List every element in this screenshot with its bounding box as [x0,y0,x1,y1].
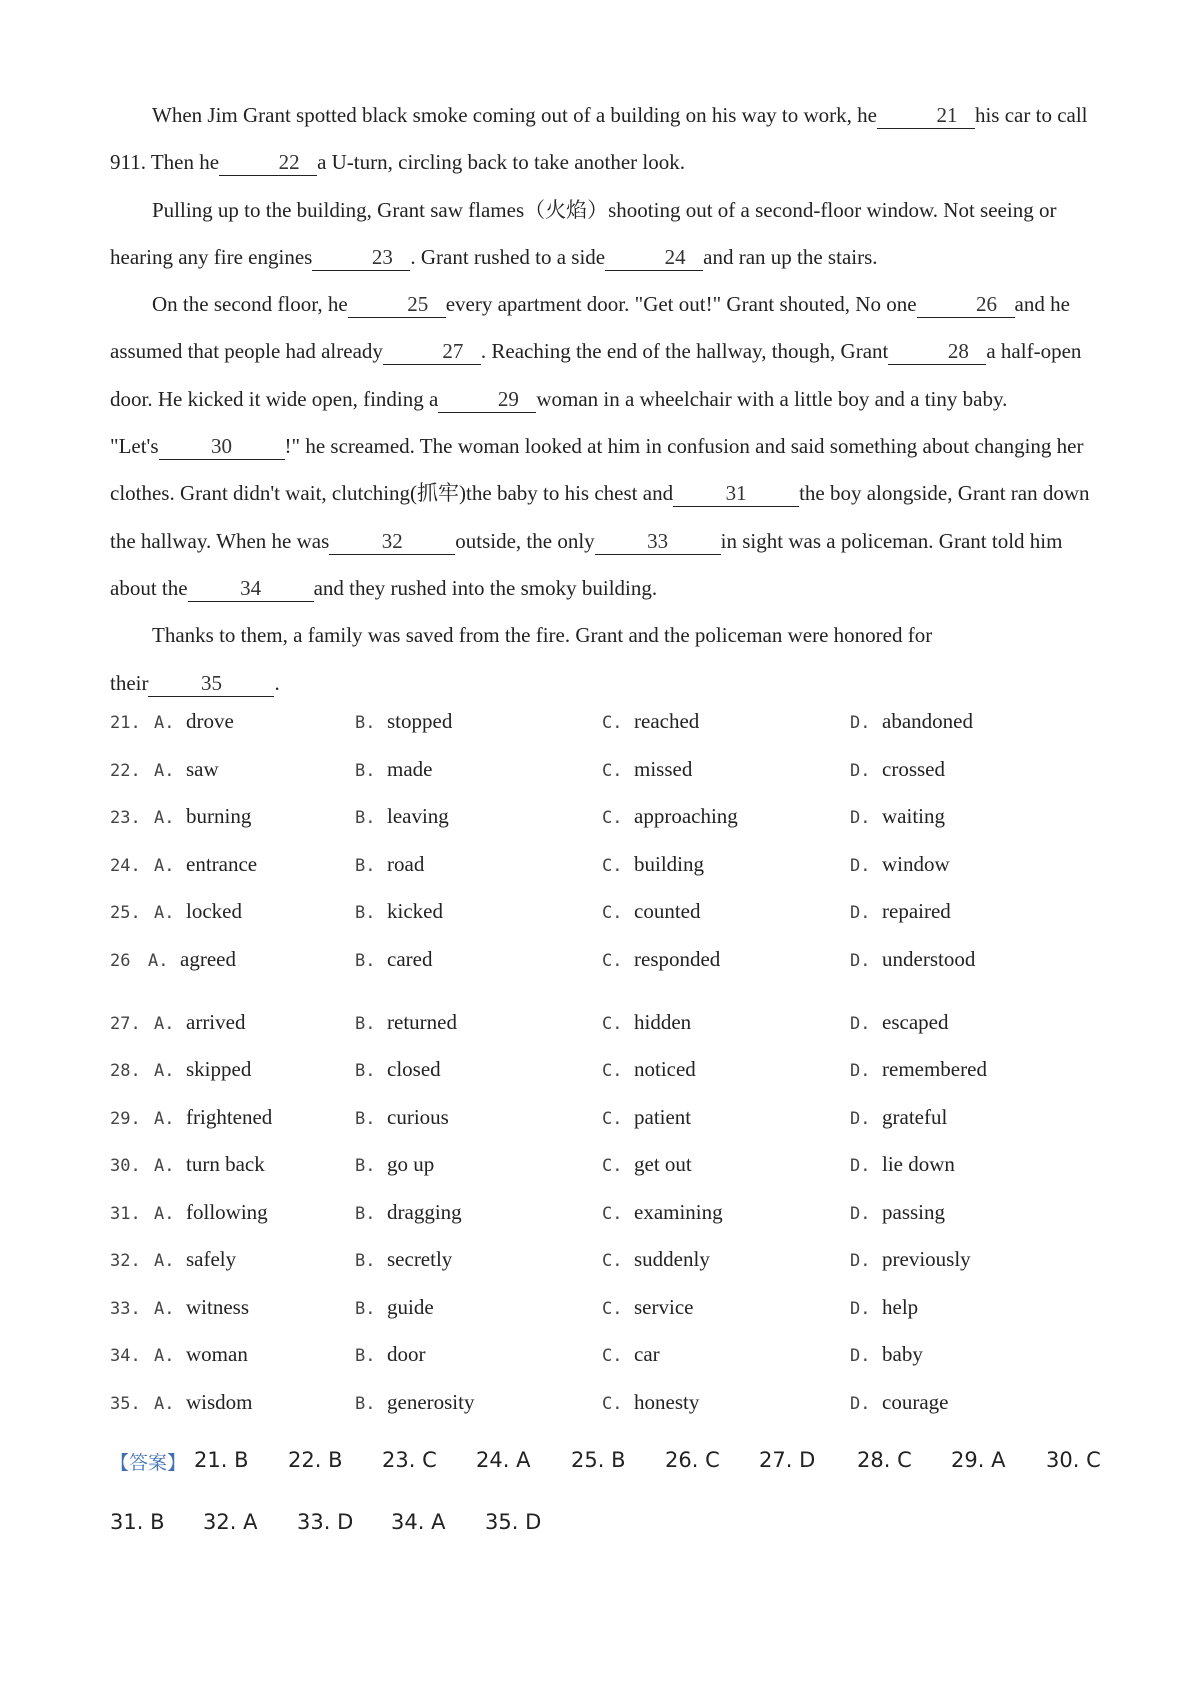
option-d: D. grateful [850,1104,948,1129]
question-row [110,709,1110,757]
paragraph-3: On the second floor, he 25 every apartment door. "Get out!" Grant shouted, No one 26 and he assumed that people had already 27 . Reaching the end of the hallway, though, Grant 28 a half-open door. He kicked it wide open, finding a 29 woman in a wheelchair with a little boy and a tiny baby. [110,292,1082,411]
question-number: 26 [110,950,131,971]
question-row [110,1390,1110,1438]
option-c: C. suddenly [602,1247,710,1271]
option-b: B. cared [355,946,433,971]
option-d: D. window [850,851,950,876]
blank-35: 35 [148,670,274,697]
blank-23: 23 [312,244,410,271]
answer-item: 32. A [203,1510,258,1534]
option-c: C. missed [602,756,693,781]
question-row [110,1010,1110,1058]
question-row [110,947,1110,1010]
option-c: C. service [602,1294,694,1319]
answer-item: 23. C [382,1448,437,1472]
option-b: B. leaving [355,804,449,828]
blank-29: 29 [438,386,536,413]
option-b: B. guide [355,1294,434,1319]
option-a: 25. A. locked [110,899,242,923]
option-c: C. counted [602,899,701,923]
answer-item: 30. C [1046,1448,1101,1472]
blank-30: 30 [159,433,285,460]
option-a: 32. A. safely [110,1247,237,1271]
option-a: 34. A. woman [110,1342,248,1366]
blank-21: 21 [877,102,975,129]
answer-item: 25. B [571,1448,626,1472]
question-number: 33. [110,1298,141,1319]
option-a: 35. A. wisdom [110,1389,253,1414]
answer-item: 28. C [857,1448,912,1472]
option-a: 31. A. following [110,1199,268,1224]
question-row [110,1200,1110,1248]
option-c: C. responded [602,946,721,971]
option-b: B. door [355,1342,426,1366]
question-row [110,1152,1110,1200]
option-b: B. returned [355,1009,457,1034]
option-b: B. go up [355,1152,435,1176]
question-number: 25. [110,903,141,923]
question-row [110,852,1110,900]
paragraph-2: Pulling up to the building, Grant saw flames（火焰）shooting out of a second-floor window. Not seeing or hearing any fire engines 23 . Grant rushed to a side 24 and ran up the stairs. [110,197,1057,269]
option-c: C. building [602,851,705,876]
option-d: D. help [850,1294,919,1319]
answer-item: 33. D [297,1510,354,1534]
answer-item: 22. B [288,1448,343,1472]
option-a: 22. A. saw [110,756,219,781]
question-options [110,709,1110,1437]
question-row [110,899,1110,947]
question-number: 35. [110,1393,141,1414]
option-a: 23. A. burning [110,804,252,828]
question-number: 29. [110,1108,141,1129]
question-number: 27. [110,1013,141,1034]
answer-line-2 [110,1510,1110,1572]
option-d: D. passing [850,1199,945,1224]
question-number: 34. [110,1346,141,1366]
option-d: D. repaired [850,899,951,923]
question-row [110,1295,1110,1343]
question-number: 31. [110,1203,141,1224]
blank-25: 25 [348,291,446,318]
answer-key [110,1448,1110,1572]
blank-28: 28 [888,338,986,365]
blank-34: 34 [188,575,314,602]
paragraph-5: Thanks to them, a family was saved from the fire. Grant and the policeman were honored for [152,623,933,648]
question-row [110,1342,1110,1390]
question-number: 22. [110,760,141,781]
question-row [110,1057,1110,1105]
option-d: D. crossed [850,756,945,781]
option-b: B. stopped [355,709,453,733]
option-b: B. dragging [355,1199,462,1224]
option-a: 28. A. skipped [110,1057,252,1081]
option-d: D. waiting [850,804,945,828]
option-a: 21. A. drove [110,709,234,733]
question-number: 30. [110,1156,141,1176]
question-number: 21. [110,713,141,733]
option-b: B. curious [355,1104,449,1129]
answer-item: 34. A [391,1510,446,1534]
answer-item: 31. B [110,1510,165,1534]
option-b: B. kicked [355,899,443,923]
answer-item: 21. B [194,1448,249,1472]
question-number: 23. [110,808,141,828]
option-a: 26 A. agreed [110,946,236,971]
paragraph-1: When Jim Grant spotted black smoke coming out of a building on his way to work, he 21 his car to call 911. Then he 22 a U-turn, circling back to take another look. [110,103,1088,175]
blank-33: 33 [595,528,721,555]
option-a: 24. A. entrance [110,851,258,876]
option-c: C. examining [602,1199,723,1224]
option-c: C. car [602,1342,660,1366]
option-d: D. remembered [850,1057,987,1081]
option-c: C. get out [602,1152,692,1176]
blank-24: 24 [605,244,703,271]
option-d: D. courage [850,1389,949,1414]
paragraph-4: "Let's 30 !" he screamed. The woman looked at him in confusion and said something about changing her clothes. Grant didn't wait, clutching(抓牢)the baby to his chest and 31 the boy alongside, Grant ran down the hallway. When he was 32 outside, the only 33 in sight was a policeman. Grant told him about the 34 and they rushed into the smoky building. [110,434,1090,600]
option-b: B. closed [355,1057,441,1081]
option-c: C. hidden [602,1009,692,1034]
cloze-passage [110,92,1100,707]
option-a: 29. A. frightened [110,1104,273,1129]
question-number: 28. [110,1061,141,1081]
blank-22: 22 [219,149,317,176]
option-a: 33. A. witness [110,1294,249,1319]
option-c: C. reached [602,709,700,733]
option-d: D. lie down [850,1152,955,1176]
option-c: C. approaching [602,804,738,828]
option-d: D. understood [850,946,976,971]
blank-32: 32 [329,528,455,555]
question-number: 24. [110,855,141,876]
option-d: D. previously [850,1247,971,1271]
question-number: 32. [110,1251,141,1271]
option-b: B. generosity [355,1389,475,1414]
option-d: D. escaped [850,1009,949,1034]
question-row [110,757,1110,805]
option-b: B. road [355,851,425,876]
option-a: 30. A. turn back [110,1152,265,1176]
paragraph-5-cont: their 35 . [110,670,280,695]
blank-27: 27 [383,338,481,365]
option-d: D. abandoned [850,709,973,733]
option-a: 27. A. arrived [110,1009,246,1034]
answer-label: 【答案】 [110,1452,187,1474]
question-row [110,1247,1110,1295]
question-row [110,804,1110,852]
option-d: D. baby [850,1342,923,1366]
answer-line-1 [110,1448,1110,1510]
answer-item: 35. D [485,1510,542,1534]
option-b: B. made [355,756,433,781]
blank-26: 26 [917,291,1015,318]
option-c: C. patient [602,1104,692,1129]
option-b: B. secretly [355,1247,453,1271]
question-row [110,1105,1110,1153]
answer-item: 27. D [759,1448,816,1472]
answer-item: 29. A [951,1448,1006,1472]
option-c: C. noticed [602,1057,696,1081]
option-c: C. honesty [602,1389,700,1414]
answer-item: 24. A [476,1448,531,1472]
answer-item: 26. C [665,1448,720,1472]
blank-31: 31 [673,480,799,507]
